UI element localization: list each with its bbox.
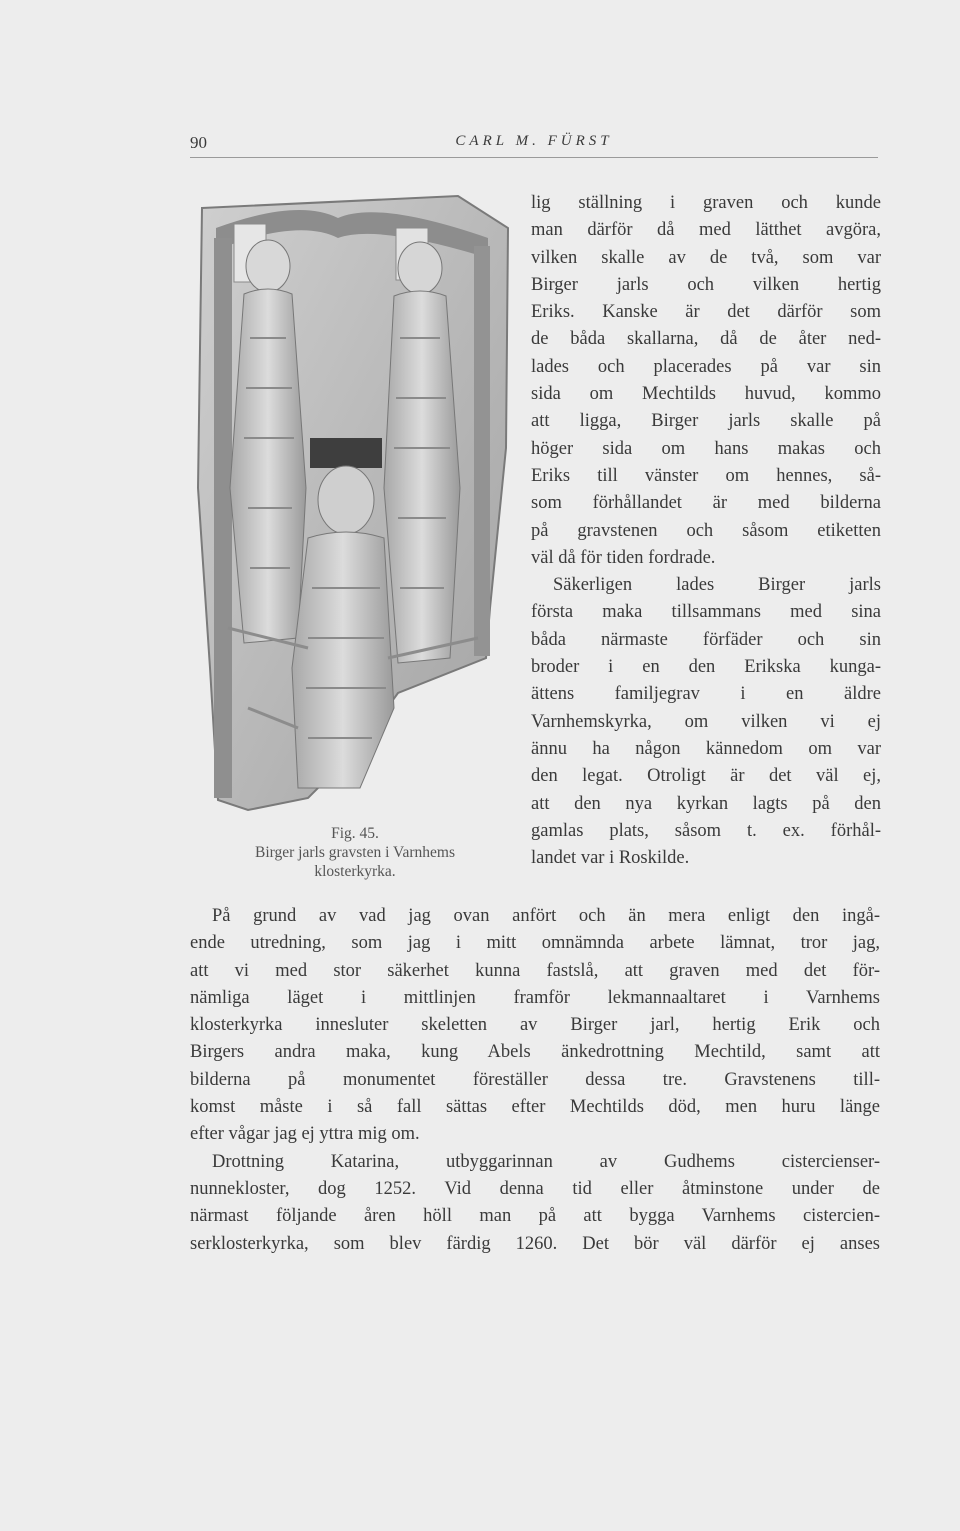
page-number: 90 [190,133,207,152]
text-line: efter vågar jag ej yttra mig om. [190,1124,420,1145]
text-line: att ligga, Birger jarls skalle på [531,411,881,432]
text-line: Eriks. Kanske är det därför som [531,302,881,323]
column-text [531,190,881,872]
text-line: nämliga läget i mittlinjen framför lekmannaaltaret i Varnhems [190,987,880,1008]
text-line: På grund av vad jag ovan anfört och än mera enligt den ingå- [212,906,880,926]
text-line: första maka tillsammans med sina [531,602,881,623]
text-line: Birger jarls och vilken hertig [531,274,881,295]
text-line: gamlas plats, såsom t. ex. förhål- [531,820,881,841]
running-head: CARL M. FÜRST [455,133,613,149]
text-line: landet var i Roskilde. [531,848,690,869]
text-line: närmast följande åren höll man på att bygga Varnhems cistercien- [190,1206,880,1227]
text-line: Birgers andra maka, kung Abels änkedrottning Mechtild, samt att [190,1042,880,1063]
text-line: som förhållandet är med bilderna [531,493,881,514]
figure [188,188,518,828]
text-line: broder i en den Erikska kunga- [531,657,881,678]
text-line: komst måste i så fall sättas efter Mechtilds död, men huru länge [190,1097,880,1118]
caption-line: Birger jarls gravsten i Varnhems [254,844,456,861]
text-line: nunnekloster, dog 1252. Vid denna tid eller åtminstone under de [190,1178,880,1199]
text-line: att den nya kyrkan lagts på den [531,793,881,814]
text-line: de båda skallarna, då de åter ned- [531,329,881,350]
text-line: väl då för tiden fordrade. [531,547,716,568]
text-line: att vi med stor säkerhet kunna fastslå, att graven med det för- [190,960,880,981]
text-line: serklosterkyrka, som blev färdig 1260. Det bör väl därför ej anses [190,1233,880,1254]
text-line: bilderna på monumentet föreställer dessa tre. Gravstenens till- [190,1069,880,1090]
text-line: Drottning Katarina, utbyggarinnan av Gudhems cistercienser- [212,1151,880,1172]
page-header [190,131,878,158]
text-line: vilken skalle av de två, som var [531,247,881,268]
text-line: lig ställning i graven och kunde [531,193,881,213]
text-line: på gravstenen och såsom etiketten [531,520,881,541]
full-width-text [190,903,880,1258]
text-line: sida om Mechtilds huvud, kommo [531,384,881,405]
text-line: höger sida om hans makas och [531,438,881,459]
text-line: Varnhemskyrka, om vilken vi ej [531,711,881,732]
gravestone-relief-image [188,188,518,828]
text-line: ännu ha någon kännedom om var [531,738,881,759]
text-line: man därför då med lätthet avgöra, [531,220,881,241]
text-line: den legat. Otroligt är det väl ej, [531,766,881,787]
figure-caption [190,824,520,881]
caption-label: Fig. 45. [331,825,379,842]
text-line: Säkerligen lades Birger jarls [553,575,881,596]
text-line: lades och placerades på var sin [531,356,881,377]
text-line: båda närmaste förfäder och sin [531,629,881,650]
text-line: ende utredning, som jag i mitt omnämnda arbete lämnat, tror jag, [190,933,880,954]
caption-line: klosterkyrka. [314,863,396,880]
text-line: Eriks till vänster om hennes, så- [531,465,881,486]
text-line: ättens familjegrav i en äldre [531,684,881,705]
text-line: klosterkyrka innesluter skeletten av Birger jarl, hertig Erik och [190,1015,880,1036]
